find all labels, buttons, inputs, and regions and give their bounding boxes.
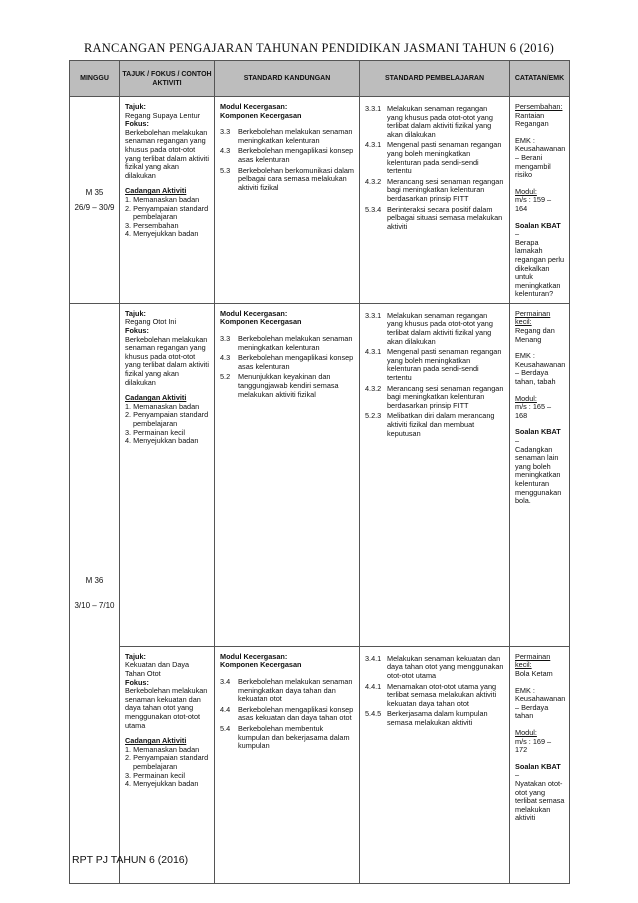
activity-list: [125, 403, 210, 446]
list-item: 2. Penyampaian standard pembelajaran: [125, 203, 209, 222]
tajuk-cell: [120, 303, 215, 646]
standard-code: 4.3.2: [365, 176, 382, 186]
modul-heading: Modul Kecergasan:: [220, 651, 288, 661]
standard-text: Berkerjasama dalam kumpulan semasa melakukan aktiviti: [387, 709, 488, 728]
standard-text: Merancang sesi senaman regangan bagi meningkatkan kelenturan berdasarkan prinsip FITT: [387, 383, 504, 410]
learning-standard-item: [365, 655, 505, 681]
table-row: [70, 646, 570, 883]
standard-item: [220, 678, 355, 704]
komponen-heading: Komponen Kecergasan: [220, 660, 302, 670]
kbat-label: Soalan KBAT: [515, 220, 561, 230]
standard-text: Berkebolehan melakukan senaman meningkatkan daya tahan dan kekuatan otot: [238, 677, 353, 704]
modul-ref-label: Modul:: [515, 728, 537, 738]
note-type: Permainan kecil:: [515, 651, 551, 670]
tajuk-text: Kekuatan dan Daya Tahan Otot: [125, 660, 190, 679]
standard-text: Berkebolehan berkomunikasi dalam pelbagai cara semasa melakukan aktiviti fizikal: [238, 165, 355, 192]
learning-standard-item: [365, 683, 505, 709]
list-item: 4. Menyejukkan badan: [125, 436, 199, 446]
tajuk-label: Tajuk:: [125, 308, 146, 318]
standard-pembelajaran-cell: [360, 303, 510, 646]
standard-text: Berkebolehan mengaplikasi konsep asas kelenturan: [238, 146, 354, 164]
learning-standard-item: [365, 348, 505, 382]
list-item: 1. Memanaskan badan: [125, 194, 200, 204]
standard-code: 3.3.1: [365, 104, 382, 113]
standard-text: Melakukan senaman regangan yang khusus pada otot-otot yang terlibat dalam aktiviti fizikal yang akan dilakukan: [387, 310, 493, 346]
list-item: 3. Permainan kecil: [125, 427, 186, 437]
kbat-question: Cadangkan senaman lain yang boleh meningkatkan kelenturan menggunakan bola.: [515, 444, 562, 506]
kbat-question: Berapa lamakah regangan perlu dikekalkan untuk meningkatkan kelenturan?: [515, 237, 565, 299]
week-cell: [70, 97, 120, 304]
standard-kandungan-cell: [215, 646, 360, 883]
learning-standard-item: [365, 178, 505, 204]
standard-code: 4.4: [220, 704, 231, 714]
column-header-minggu: MINGGU: [70, 61, 120, 97]
table-row: [70, 97, 570, 304]
emk-label: EMK :: [515, 351, 535, 361]
catatan-cell: Permainan kecil: Regang dan Menang EMK : Keusahawanan – Berdaya tahan, tabah Modul: m/s : 165 – 168 Soalan KBAT – Cadangkan senaman lain yang boleh meningkatkan kelenturan menggunakan bola.: [510, 303, 570, 646]
week-number: M 35: [85, 187, 104, 197]
note-type: Permainan kecil:: [515, 308, 551, 327]
standard-text: Menamakan otot-otot utama yang terlibat semasa melakukan aktiviti kekuatan daya tahan otot: [387, 681, 497, 708]
standard-pembelajaran-cell: [360, 97, 510, 304]
standard-text: Melakukan senaman regangan yang khusus pada otot-otot yang terlibat dalam aktiviti fizikal yang akan dilakukan: [387, 104, 493, 139]
standard-item: [220, 147, 355, 164]
tajuk-label: Tajuk:: [125, 651, 146, 661]
standard-code: 5.4: [220, 724, 231, 734]
modul-ref: m/s : 159 – 164: [515, 195, 552, 213]
standard-item: [220, 354, 355, 371]
tajuk-text: Regang Otot Ini: [125, 317, 177, 327]
fokus-text: Berkebolehan melakukan senaman kekuatan dan daya tahan otot yang menggunakan otot-otot utama: [125, 686, 208, 730]
standard-code: 5.2: [220, 372, 231, 382]
learning-standard-item: [365, 105, 505, 139]
standard-code: 4.3: [220, 353, 231, 363]
column-header-catatan: CATATAN/EMK: [510, 61, 570, 97]
emk-label: EMK :: [515, 135, 535, 145]
page-footer: RPT PJ TAHUN 6 (2016): [72, 854, 189, 866]
activity-list: [125, 746, 210, 789]
standard-code: 3.3: [220, 334, 231, 344]
activity-list: [125, 196, 210, 239]
standard-code: 3.3: [220, 127, 231, 137]
standard-text: Melibatkan diri dalam merancang aktiviti fizikal dan membuat keputusan: [387, 411, 495, 438]
list-item: 3. Persembahan: [125, 220, 179, 230]
standard-code: 4.3: [220, 146, 231, 156]
fokus-text: Berkebolehan melakukan senaman regangan yang khusus pada otot-otot yang terlibat dalam aktiviti fizikal yang akan dilakukan: [125, 127, 209, 180]
modul-ref: m/s : 165 – 168: [515, 402, 552, 420]
standard-item: [220, 373, 355, 399]
standard-code: 5.3: [220, 165, 231, 175]
learning-standard-item: [365, 141, 505, 175]
list-item: 2. Penyampaian standard pembelajaran: [125, 410, 209, 428]
learning-standard-item: [365, 312, 505, 346]
fokus-text: Berkebolehan melakukan senaman regangan yang khusus pada otot-otot yang terlibat dalam aktiviti fizikal yang akan dilakukan: [125, 334, 209, 387]
standard-text: Berkebolehan melakukan senaman meningkatkan kelenturan: [238, 127, 353, 145]
standard-code: 3.3.1: [365, 310, 382, 320]
kbat-question: Nyatakan otot-otot yang terlibat semasa melakukan aktiviti: [515, 779, 565, 823]
list-item: 2. Penyampaian standard pembelajaran: [125, 753, 209, 771]
standard-code: 3.4: [220, 677, 231, 687]
tajuk-label: Tajuk:: [125, 102, 146, 111]
lesson-plan-table: [69, 60, 570, 884]
standard-item: [220, 335, 355, 352]
learning-standard-item: [365, 412, 505, 438]
komponen-heading: Komponen Kecergasan: [220, 317, 302, 327]
week-number: M 36: [85, 576, 104, 586]
emk-text: Keusahawanan – Berani mengambil risiko: [515, 144, 566, 180]
column-header-tajuk: TAJUK / FOKUS / CONTOH AKTIVITI: [120, 61, 215, 97]
standard-code: 5.3.4: [365, 204, 382, 214]
table-row: [70, 303, 570, 646]
standard-text: Menunjukkan keyakinan dan tanggungjawab kendiri semasa melakukan aktiviti fizikal: [238, 372, 339, 399]
standard-item: [220, 706, 355, 723]
standard-text: Berkebolehan mengaplikasi konsep asas kelenturan: [238, 353, 354, 371]
standard-text: Berkebolehan melakukan senaman meningkatkan kelenturan: [238, 334, 353, 352]
cadangan-label: Cadangan Aktiviti: [125, 736, 187, 746]
standard-text: Mengenal pasti senaman regangan yang boleh meningkatkan kelenturan pada sendi-sendi tertentu: [387, 140, 502, 176]
table-header-row: [70, 61, 570, 97]
kbat-label: Soalan KBAT: [515, 761, 561, 771]
page-title: RANCANGAN PENGAJARAN TAHUNAN PENDIDIKAN JASMANI TAHUN 6 (2016): [83, 41, 554, 55]
standard-code: 5.2.3: [365, 411, 382, 421]
modul-heading: Modul Kecergasan:: [220, 308, 288, 318]
standard-text: Melakukan senaman kekuatan dan daya tahan otot yang menggunakan otot-otot utama: [387, 653, 504, 681]
standard-text: Berkebolehan mengaplikasi konsep asas kekuatan dan daya tahan otot: [238, 704, 354, 723]
note-title: Rantaian Regangan: [515, 110, 549, 129]
catatan-cell: Permainan kecil: Bola Ketam EMK : Keusahawanan – Berdaya tahan Modul: m/s : 169 – 172 Soalan KBAT – Nyatakan otot-otot yang terlibat semasa melakukan aktiviti: [510, 646, 570, 883]
standard-item: [220, 167, 355, 193]
fokus-label: Fokus:: [125, 119, 149, 129]
catatan-cell: Persembahan: Rantaian Regangan EMK : Keusahawanan – Berani mengambil risiko Modul: m/s : 159 – 164 Soalan KBAT – Berapa lamakah regangan perlu dikekalkan untuk meningkatkan kelenturan?: [510, 97, 570, 304]
tajuk-cell: [120, 97, 215, 304]
list-item: 4. Menyejukkan badan: [125, 229, 199, 239]
emk-text: Keusahawanan – Berdaya tahan, tabah: [515, 359, 566, 387]
note-title: Regang dan Menang: [515, 326, 555, 344]
note-type: Persembahan:: [515, 102, 563, 111]
tajuk-text: Regang Supaya Lentur: [125, 110, 201, 120]
cadangan-label: Cadangan Aktiviti: [125, 393, 187, 403]
week-cell: [70, 303, 120, 883]
fokus-label: Fokus:: [125, 326, 149, 336]
standard-item: [220, 128, 355, 145]
cadangan-label: Cadangan Aktiviti: [125, 186, 187, 196]
list-item: 4. Menyejukkan badan: [125, 779, 199, 789]
standard-text: Merancang sesi senaman regangan bagi meningkatkan kelenturan berdasarkan prinsip FITT: [387, 176, 504, 203]
week-dates: 26/9 – 30/9: [74, 202, 115, 212]
fokus-label: Fokus:: [125, 677, 149, 687]
tajuk-cell: [120, 646, 215, 883]
standard-kandungan-cell: [215, 97, 360, 304]
standard-text: Berkebolehan membentuk kumpulan dan bekerjasama dalam kumpulan: [238, 724, 350, 751]
standard-code: 4.4.1: [365, 681, 382, 691]
standard-text: Berinteraksi secara positif dalam pelbagai situasi semasa melakukan aktiviti: [387, 204, 503, 231]
list-item: 3. Permainan kecil: [125, 770, 186, 780]
standard-pembelajaran-cell: [360, 646, 510, 883]
emk-text: Keusahawanan – Berdaya tahan: [515, 694, 566, 721]
modul-ref-label: Modul:: [515, 186, 537, 196]
learning-standard-item: [365, 385, 505, 411]
standard-code: 4.3.2: [365, 383, 382, 393]
standard-text: Mengenal pasti senaman regangan yang boleh meningkatkan kelenturan pada sendi-sendi tertentu: [387, 347, 502, 383]
standard-code: 4.3.1: [365, 140, 382, 150]
standard-code: 4.3.1: [365, 347, 382, 357]
modul-heading: Modul Kecergasan:: [220, 102, 288, 111]
list-item: 1. Memanaskan badan: [125, 744, 200, 754]
standard-code: 5.4.5: [365, 709, 382, 719]
list-item: 1. Memanaskan badan: [125, 401, 200, 411]
standard-code: 3.4.1: [365, 653, 382, 663]
standard-item: [220, 725, 355, 751]
standard-kandungan-cell: [215, 303, 360, 646]
note-title: Bola Ketam: [515, 669, 553, 679]
column-header-standard-pembelajaran: STANDARD PEMBELAJARAN: [360, 61, 510, 97]
week-dates: 3/10 – 7/10: [74, 601, 115, 611]
komponen-heading: Komponen Kecergasan: [220, 110, 302, 120]
learning-standard-item: [365, 206, 505, 232]
modul-ref: m/s : 169 – 172: [515, 736, 552, 755]
emk-label: EMK :: [515, 685, 535, 695]
learning-standard-item: [365, 710, 505, 727]
modul-ref-label: Modul:: [515, 393, 537, 403]
column-header-standard-kandungan: STANDARD KANDUNGAN: [215, 61, 360, 97]
kbat-label: Soalan KBAT: [515, 427, 561, 437]
